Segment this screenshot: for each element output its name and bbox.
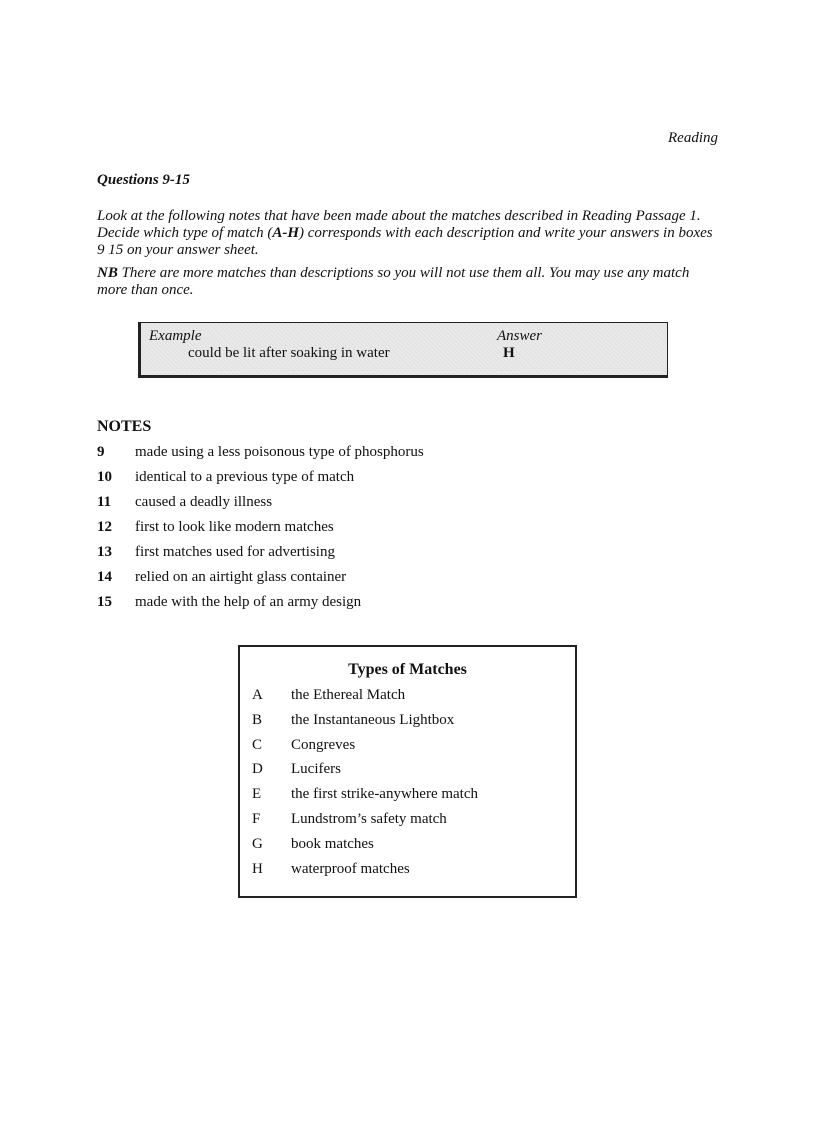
type-item — [252, 809, 478, 834]
type-letter: H — [252, 860, 263, 877]
notes-list — [97, 442, 424, 617]
type-text: Lundstrom’s safety match — [291, 810, 447, 827]
note-text: caused a deadly illness — [135, 494, 273, 510]
type-text: Lucifers — [291, 761, 341, 778]
questions-title: Questions 9-15 — [97, 172, 190, 188]
type-item — [252, 784, 478, 809]
note-text: identical to a previous type of match — [135, 469, 355, 485]
note-number: 9 — [97, 444, 105, 460]
type-letter: C — [252, 736, 263, 753]
example-answer-label: Answer — [497, 328, 542, 344]
note-number: 14 — [97, 569, 112, 585]
type-letter: F — [252, 810, 261, 827]
type-letter: D — [252, 761, 263, 778]
section-header: Reading — [668, 130, 718, 146]
example-answer: H — [503, 345, 515, 361]
type-text: Congreves — [291, 736, 356, 753]
nb-label: NB — [97, 265, 118, 281]
type-item — [252, 735, 478, 760]
note-number: 15 — [97, 594, 112, 610]
type-text: the Ethereal Match — [291, 687, 406, 703]
example-box — [138, 322, 668, 378]
type-letter: A — [252, 687, 263, 703]
note-item — [97, 467, 424, 492]
example-label: Example — [149, 328, 202, 344]
types-list — [252, 685, 478, 883]
instructions — [97, 208, 722, 305]
types-box — [238, 645, 577, 898]
type-letter: B — [252, 711, 263, 728]
note-item — [97, 567, 424, 592]
types-title: Types of Matches — [348, 661, 467, 678]
type-item — [252, 834, 478, 859]
type-item — [252, 859, 478, 884]
notes-heading: NOTES — [97, 418, 152, 435]
nb-text: There are more matches than descriptions so you will not use them all. You may use any match more than once. — [97, 265, 690, 298]
type-text: waterproof matches — [291, 860, 410, 877]
type-letter: E — [252, 786, 262, 803]
type-text: the Instantaneous Lightbox — [291, 711, 455, 728]
type-text: book matches — [291, 835, 374, 852]
note-text: made using a less poisonous type of phosphorus — [135, 444, 424, 460]
note-item — [97, 542, 424, 567]
note-text: relied on an airtight glass container — [135, 569, 347, 585]
type-item — [252, 710, 478, 735]
instruction-paragraph-1 — [97, 208, 722, 259]
instruction-text: Look at the following notes that have been made about the matches described in Reading Passage 1. Decide which type of match ( — [97, 208, 701, 241]
instruction-paragraph-2 — [97, 265, 722, 299]
note-text: made with the help of an army design — [135, 594, 362, 610]
note-number: 13 — [97, 544, 112, 560]
note-number: 12 — [97, 519, 112, 535]
instruction-range: A-H — [272, 225, 300, 241]
type-item — [252, 759, 478, 784]
type-item — [252, 685, 478, 710]
note-item — [97, 592, 424, 617]
type-letter: G — [252, 835, 263, 852]
example-text: could be lit after soaking in water — [188, 345, 390, 361]
note-item — [97, 442, 424, 467]
type-text: the first strike-anywhere match — [291, 786, 479, 803]
note-item — [97, 492, 424, 517]
note-number: 11 — [97, 494, 112, 510]
instruction-text: ) corresponds with each description and write your answers in boxes 9 15 on your answer sheet. — [97, 225, 713, 258]
note-number: 10 — [97, 469, 112, 485]
note-text: first matches used for advertising — [135, 544, 335, 560]
note-text: first to look like modern matches — [135, 519, 334, 535]
note-item — [97, 517, 424, 542]
